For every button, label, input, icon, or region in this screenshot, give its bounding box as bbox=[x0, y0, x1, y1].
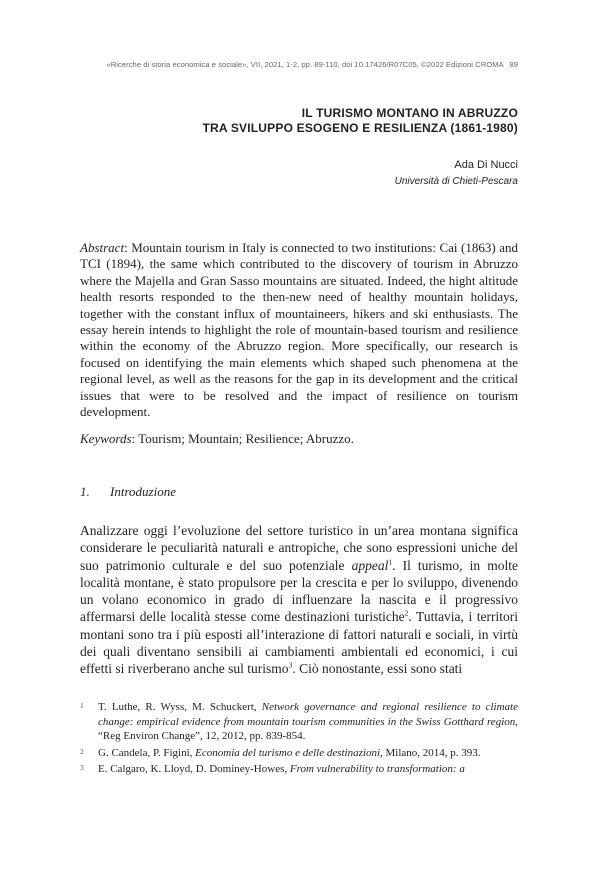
footnote-1 bbox=[80, 700, 518, 744]
footnote-2 bbox=[80, 746, 518, 761]
body-text-3: . Tuttavia, i territori montani sono tra i più esposti all’interazione di fattori naturali e sociali, in virtù dei quali diventano sensibili ai cambiamenti ambientali ed economici, i cui effetti si riverberano anche sul turismo bbox=[80, 609, 518, 677]
abstract-label: Abstract bbox=[80, 240, 125, 255]
page-number: 89 bbox=[509, 60, 518, 69]
footnote-rest: , “Reg Environ Change”, 12, 2012, pp. 839-854. bbox=[98, 715, 518, 742]
footnote-title: From vulnerability to transformation: a bbox=[289, 763, 465, 775]
footnote-title: Network governance and regional resilience to climate change: empirical evidence from mountain tourism communities in the Swiss Gotthard region bbox=[98, 701, 518, 728]
title-line-1: IL TURISMO MONTANO IN ABRUZZO bbox=[301, 106, 518, 120]
footnote-ref-1[interactable]: 1 bbox=[388, 557, 393, 567]
abstract bbox=[80, 240, 518, 420]
keywords-label: Keywords bbox=[80, 431, 132, 446]
body-appeal: appeal bbox=[351, 557, 389, 573]
keywords-text: : Tourism; Mountain; Resilience; Abruzzo. bbox=[131, 431, 354, 446]
journal-citation: «Ricerche di storia economica e sociale», VII, 2021, 1-2, pp. 89-110, doi 10.17426/R07C05, ©2022 Edizioni CROMA bbox=[106, 60, 504, 69]
footnote-authors: T. Luthe, R. Wyss, M. Schuckert, bbox=[98, 701, 262, 713]
footnote-mark: 1 bbox=[80, 701, 84, 710]
title-line-2: TRA SVILUPPO ESOGENO E RESILIENZA (1861-1980) bbox=[202, 121, 518, 135]
section-number: 1. bbox=[80, 484, 90, 499]
footnote-3 bbox=[80, 762, 518, 777]
abstract-text: : Mountain tourism in Italy is connected to two institutions: Cai (1863) and TCI (1894), the same which contributed to the discovery of tourism in Abruzzo where the Majella and Gran Sasso mountains are situated. Indeed, the hight altitude health resorts responded to the then-new need of healthy mountain holidays, together with the constant influx of mountaineers, hikers and ski enthusiasts. The essay herein intends to highlight the role of mountain-based tourism and resilience within the economy of the Abruzzo region. More specifically, our research is focused on identifying the main elements which shaped such phenomena at the regional level, as well as the reasons for the gap in its development and the critical issues that were to be resolved and the impact of resilience on tourism development. bbox=[80, 240, 518, 420]
footnote-authors: E. Calgaro, K. Lloyd, D. Dominey-Howes, bbox=[98, 763, 290, 775]
footnotes bbox=[80, 700, 518, 779]
footnote-ref-2[interactable]: 2 bbox=[404, 608, 409, 618]
body-paragraph bbox=[80, 522, 518, 678]
section-heading bbox=[80, 484, 176, 500]
footnote-title: Economia del turismo e delle destinazioni bbox=[195, 746, 381, 759]
author-name: Ada Di Nucci bbox=[454, 159, 518, 171]
footnote-mark: 3 bbox=[80, 763, 84, 772]
running-header bbox=[78, 60, 518, 69]
footnote-rest: , Milano, 2014, p. 393. bbox=[380, 746, 481, 759]
author-affiliation: Università di Chieti-Pescara bbox=[394, 176, 518, 187]
footnote-mark: 2 bbox=[80, 746, 84, 756]
article-title bbox=[78, 106, 518, 136]
section-title: Introduzione bbox=[110, 484, 176, 499]
body-text-4: . Ciò nonostante, essi sono stati bbox=[292, 661, 463, 677]
keywords bbox=[80, 431, 518, 447]
body-text-1: Analizzare oggi l’evoluzione del settore turistico in un’area montana significa considerare le peculiarità naturali e antropiche, che sono espressioni uniche del suo patrimonio culturale e del suo potenziale bbox=[80, 523, 518, 573]
body-text-2: . Il turismo, in molte località montane, è stato propulsore per la crescita e per lo sviluppo, divenendo un volano economico in grado di influenzare la nascita e il progressivo affermarsi delle località stesse come destinazioni turistiche bbox=[80, 557, 518, 625]
footnote-authors: G. Candela, P. Figini, bbox=[98, 746, 196, 759]
footnote-ref-3[interactable]: 3 bbox=[288, 660, 293, 670]
